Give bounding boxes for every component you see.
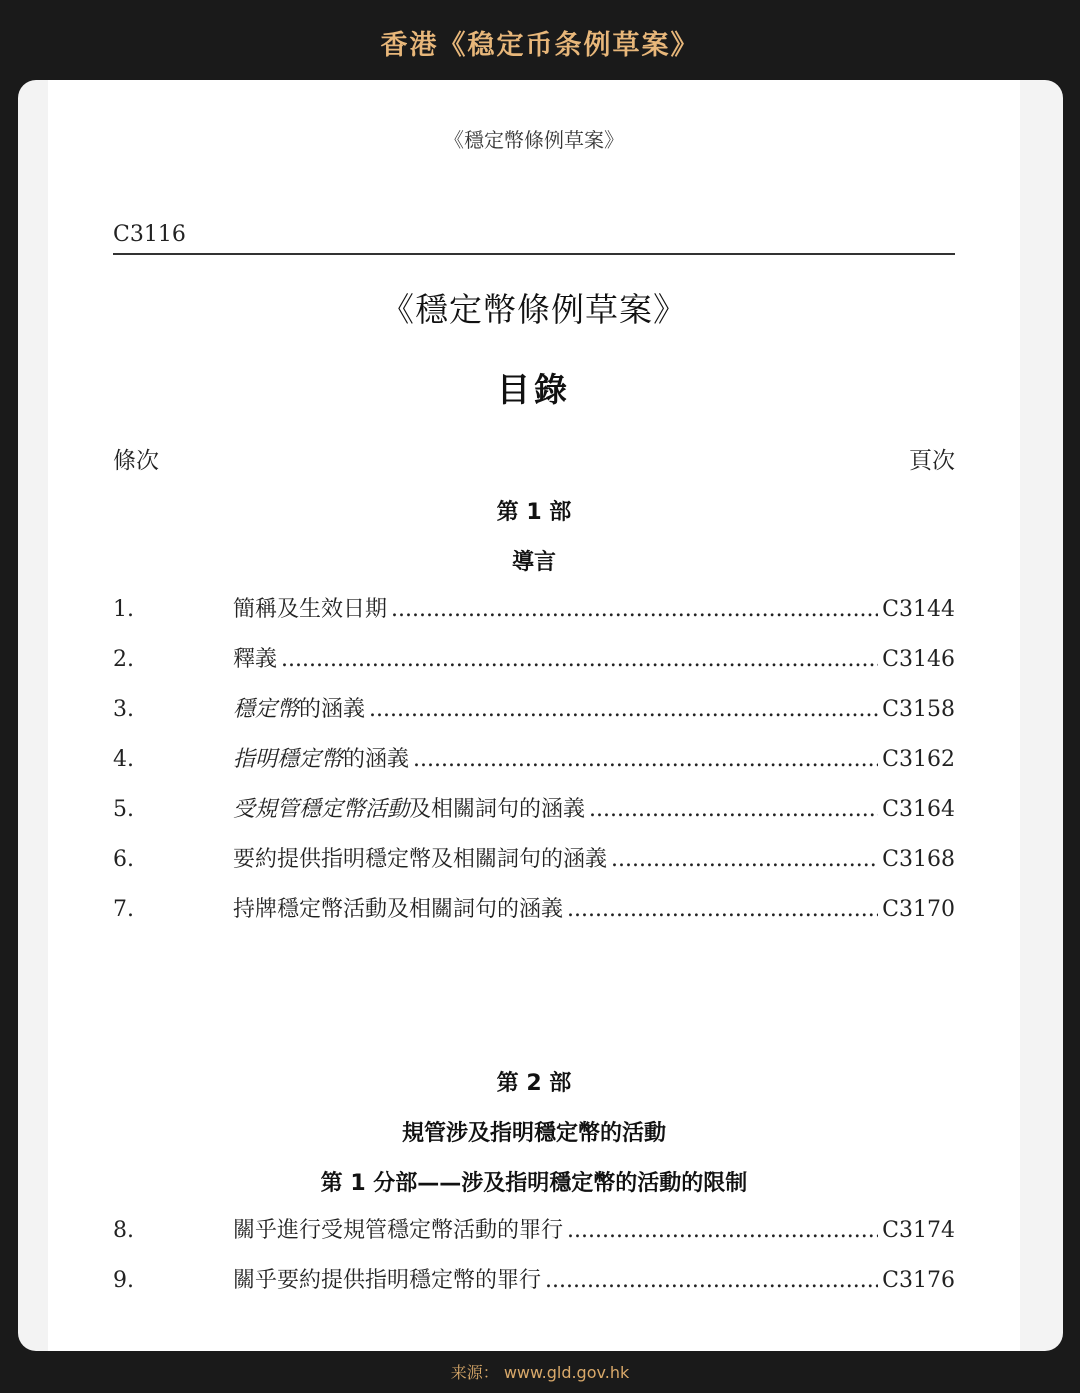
toc-entry-number: 2.	[113, 647, 134, 672]
toc-entry-text: 及相關詞句的涵義	[409, 797, 586, 822]
toc-entry[interactable]	[113, 642, 955, 676]
toc-entry-page: C3170	[882, 897, 955, 922]
toc-entry-page: C3144	[882, 597, 955, 622]
toc-entry-number: 1.	[113, 597, 134, 622]
toc-entry[interactable]	[113, 792, 955, 826]
dot-leader	[589, 797, 878, 822]
toc-entry[interactable]	[113, 842, 955, 876]
toc-entry-title	[233, 1263, 541, 1294]
toc-entry-title	[233, 892, 563, 923]
toc-entry-number: 4.	[113, 747, 134, 772]
toc-entry-title	[233, 642, 277, 673]
toc-entry-text: 關乎進行受規管穩定幣活動的罪行	[233, 1218, 564, 1243]
part1-label: 第 1 部	[496, 500, 572, 525]
part2-name: 規管涉及指明穩定幣的活動	[401, 1121, 666, 1146]
part1-name: 導言	[511, 550, 556, 575]
toc-entry-defined-term: 指明穩定幣	[233, 747, 344, 772]
toc-entry[interactable]	[113, 592, 955, 626]
toc-entry-page: C3164	[882, 797, 955, 822]
toc-entry-title	[233, 792, 585, 823]
banner	[0, 0, 1080, 84]
toc-entry-text: 關乎要約提供指明穩定幣的罪行	[233, 1268, 542, 1293]
toc-entry-page: C3158	[882, 697, 955, 722]
column-label-section: 條次	[113, 448, 159, 474]
toc-entry-number: 3.	[113, 697, 134, 722]
dot-leader	[369, 697, 878, 722]
column-label-page: 頁次	[909, 448, 955, 474]
toc-entry[interactable]	[113, 692, 955, 726]
dot-leader	[281, 647, 878, 672]
toc-entry-text: 的涵義	[343, 747, 410, 772]
toc-entry-number: 8.	[113, 1218, 134, 1243]
source-footer: 来源： www.gld.gov.hk	[450, 1363, 630, 1382]
toc-entry-number: 9.	[113, 1268, 134, 1293]
toc-entry[interactable]	[113, 1263, 955, 1297]
toc-entry[interactable]	[113, 1213, 955, 1247]
toc-entry[interactable]	[113, 892, 955, 926]
toc-title: 目錄	[497, 370, 571, 409]
toc-entry-page: C3174	[882, 1218, 955, 1243]
toc-entry-title	[233, 692, 365, 723]
toc-entry-text: 持牌穩定幣活動及相關詞句的涵義	[233, 897, 564, 922]
page-code: C3116	[113, 222, 186, 247]
toc-entry-page: C3146	[882, 647, 955, 672]
document-title: 《穩定幣條例草案》	[381, 290, 687, 329]
dot-leader	[545, 1268, 878, 1293]
toc-entry-title	[233, 742, 409, 773]
part2-label: 第 2 部	[496, 1071, 572, 1096]
dot-leader	[391, 597, 878, 622]
toc-entry-number: 6.	[113, 847, 134, 872]
toc-entry-number: 5.	[113, 797, 134, 822]
dot-leader	[567, 897, 878, 922]
toc-entry[interactable]	[113, 742, 955, 776]
toc-entry-text: 釋義	[233, 647, 278, 672]
banner-title: 香港《稳定币条例草案》	[380, 29, 700, 61]
dot-leader	[567, 1218, 878, 1243]
toc-entry-page: C3162	[882, 747, 955, 772]
toc-entry-defined-term: 受規管穩定幣活動	[233, 797, 410, 822]
toc-entry-title	[233, 842, 607, 873]
toc-entry-title	[233, 1213, 563, 1244]
running-head: 《穩定幣條例草案》	[444, 128, 624, 152]
document-card	[18, 80, 1063, 1351]
document-page	[48, 80, 1020, 1351]
header-rule	[113, 253, 955, 255]
toc-entry-text: 的涵義	[299, 697, 366, 722]
toc-entry-page: C3176	[882, 1268, 955, 1293]
dot-leader	[413, 747, 878, 772]
toc-entry-number: 7.	[113, 897, 134, 922]
toc-entry-text: 簡稱及生效日期	[233, 597, 388, 622]
toc-entry-text: 要約提供指明穩定幣及相關詞句的涵義	[233, 847, 608, 872]
toc-entry-title	[233, 592, 387, 623]
toc-entry-page: C3168	[882, 847, 955, 872]
dot-leader	[611, 847, 878, 872]
part2-division: 第 1 分部——涉及指明穩定幣的活動的限制	[320, 1171, 748, 1196]
toc-entry-defined-term: 穩定幣	[233, 697, 300, 722]
